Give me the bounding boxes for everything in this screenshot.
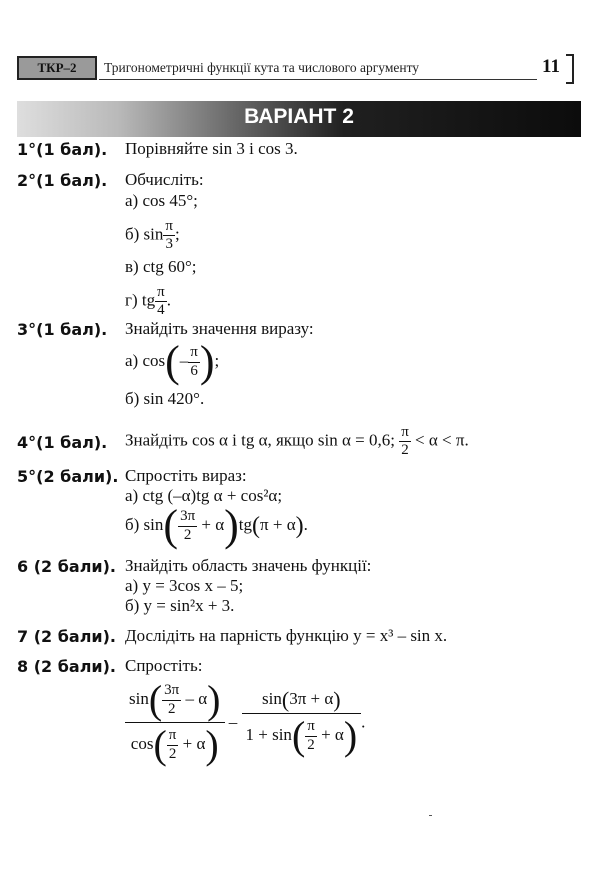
task-6b: б) y = sin²x + 3.	[125, 596, 235, 615]
variant-title: ВАРІАНТ 2	[244, 105, 354, 128]
task-2a: а) cos 45°;	[125, 191, 198, 210]
task-8-text: Спростіть:	[125, 656, 203, 675]
task-8-expression: sin( $\frac{3\pi}{2}$ – α) cos( $\frac{\pi}{2}$ + α) – sin(3π + α) 1 + sin( $\frac{\pi}{2}$ + α) .	[125, 680, 365, 765]
task-8-label: 8 (2 бали).	[17, 657, 117, 676]
task-4-text: Знайдіть cos α і tg α, якщо sin α = 0,6; $\frac{\pi}{2}$ < α < π.	[125, 424, 469, 459]
task-3-label: 3°(1 бал).	[17, 320, 108, 339]
task-1-label: 1°(1 бал).	[17, 140, 108, 159]
task-2-label: 2°(1 бал).	[17, 171, 108, 190]
task-3-text: Знайдіть значення виразу:	[125, 319, 314, 338]
task-5a: а) ctg (–α)tg α + cos²α;	[125, 486, 283, 505]
fraction-3pi-2: $\frac{3\pi}{2}$	[180, 508, 196, 543]
task-2-text: Обчисліть:	[125, 170, 204, 189]
task-2b: б) sin $\frac{\pi}{3}$ ;	[125, 218, 180, 253]
task-2b-prefix: б) sin	[125, 224, 164, 244]
running-header-title: Тригонометричні функції кута та числового аргументу	[104, 60, 420, 75]
task-4-label: 4°(1 бал).	[17, 433, 108, 452]
header-rule	[99, 79, 537, 80]
variant-banner	[17, 101, 581, 137]
fraction-right: sin(3π + α) 1 + sin( $\frac{\pi}{2}$ + α)	[242, 689, 362, 756]
page-number-bracket	[566, 54, 574, 84]
task-6-text: Знайдіть область значень функції:	[125, 556, 372, 575]
fraction-left: sin( $\frac{3\pi}{2}$ – α) cos( $\frac{\pi}{2}$ + α)	[125, 680, 225, 765]
task-4-prefix: Знайдіть cos α і tg α, якщо sin α = 0,6;	[125, 430, 395, 450]
task-5-label: 5°(2 бали).	[17, 467, 119, 486]
task-5b: б) sin( $\frac{3\pi}{2}$ + α)tg(π + α).	[125, 501, 308, 550]
task-3a-prefix: а) cos	[125, 350, 166, 370]
fraction-pi-2: $\frac{\pi}{2}$	[401, 424, 409, 459]
task-1-text: Порівняйте sin 3 і cos 3.	[125, 139, 298, 158]
task-6a: а) y = 3cos x – 5;	[125, 576, 244, 595]
task-2g-prefix: г) tg	[125, 290, 156, 310]
task-3b: б) sin 420°.	[125, 389, 205, 408]
task-7-text: Дослідіть на парність функцію y = x³ – sin x.	[125, 626, 448, 645]
fraction-pi-4: $\frac{\pi}{4}$	[157, 284, 165, 319]
task-5-text: Спростіть вираз:	[125, 466, 247, 485]
task-6-label: 6 (2 бали).	[17, 557, 117, 576]
scan-speck	[429, 815, 432, 816]
task-2v: в) ctg 60°;	[125, 257, 197, 276]
fraction-pi-6: $\frac{\pi}{6}$	[190, 344, 198, 379]
task-3a: а) cos(– $\frac{\pi}{6}$ );	[125, 337, 220, 386]
task-7-label: 7 (2 бали).	[17, 627, 117, 646]
fraction-pi-3: $\frac{\pi}{3}$	[165, 218, 173, 253]
page-number: 11	[542, 56, 560, 77]
task-2g: г) tg $\frac{\pi}{4}$ .	[125, 284, 171, 319]
section-badge: ТКР–2	[17, 56, 97, 80]
task-5b-prefix: б) sin	[125, 514, 164, 534]
